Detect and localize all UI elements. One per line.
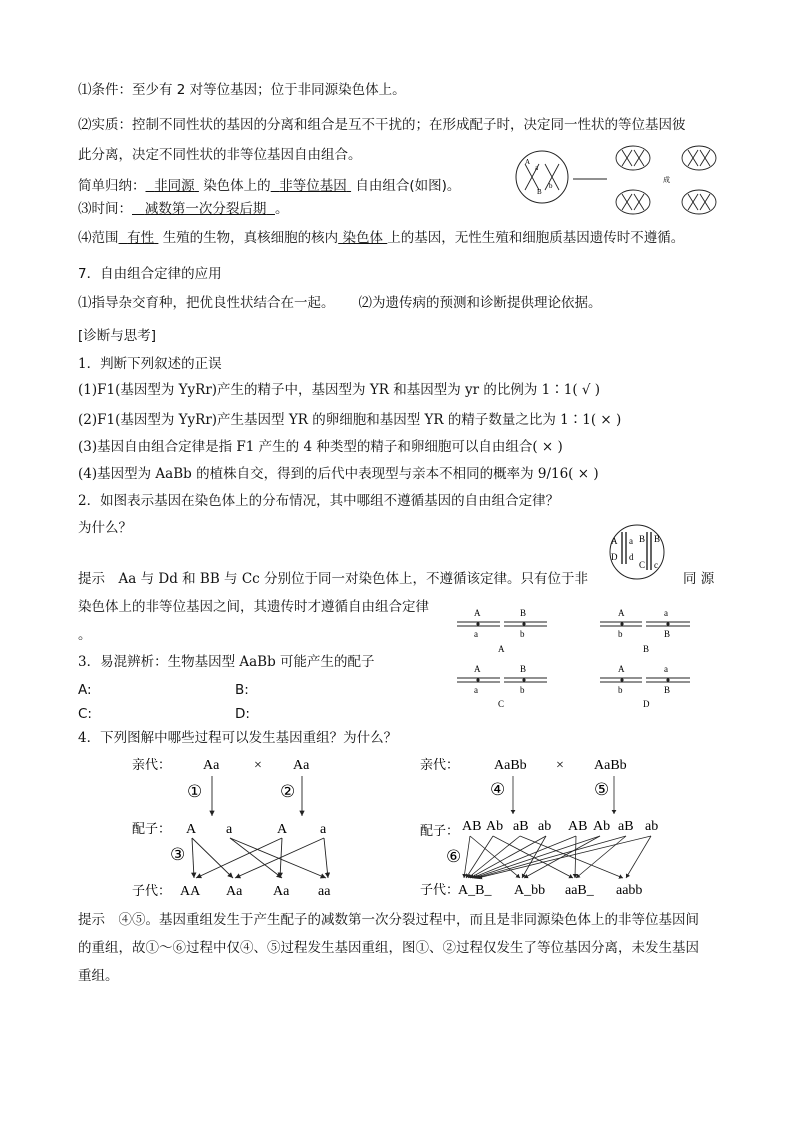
right-gamete-2: Ab bbox=[486, 819, 504, 834]
right-parent-2: AaBb bbox=[594, 758, 627, 773]
cell-allele-A: A bbox=[525, 158, 531, 166]
time-suffix: 。 bbox=[274, 201, 289, 217]
chromo-allele-a: a bbox=[629, 536, 633, 546]
q2-hint-line-1-end: 同 源 bbox=[683, 571, 715, 587]
right-gamete-3: aB bbox=[513, 819, 529, 834]
left-offspring-3: Aa bbox=[273, 884, 290, 899]
step-2: ② bbox=[280, 782, 296, 801]
panel-C-bottom-1: a bbox=[474, 685, 478, 695]
gamete-panel-B bbox=[600, 608, 690, 654]
q1-item-1: (1)F1(基因型为 YyRr)产生的精子中，基因型为 YR 和基因型为 yr 的比例为 1∶1( √ ) bbox=[78, 382, 601, 398]
cell-allele-a: a bbox=[535, 164, 539, 172]
right-parent-1: AaBb bbox=[494, 758, 527, 773]
chromosome-cell-diagram bbox=[603, 522, 675, 582]
q4-hint-line-1: 提示 ④⑤。基因重组发生于产生配子的减数第一次分裂过程中，而且是非同源染色体上的非等位基因间 bbox=[78, 912, 699, 928]
q3-option-b: B: bbox=[235, 682, 249, 698]
cell-allele-B: B bbox=[537, 188, 542, 196]
chromo-allele-C: C bbox=[639, 560, 646, 570]
right-gamete-5: AB bbox=[568, 819, 588, 834]
q2-title: 2．如图表示基因在染色体上的分布情况，其中哪组不遵循基因的自由组合定律？ bbox=[78, 493, 560, 509]
left-offspring-label: 子代： bbox=[132, 883, 172, 898]
panel-B-top-1: A bbox=[618, 608, 625, 618]
condition-line: ⑴条件：至少有 2 对等位基因；位于非同源染色体上。 bbox=[78, 82, 406, 98]
panel-D-top-1: A bbox=[618, 664, 625, 674]
panel-A-bottom-2: b bbox=[520, 629, 525, 639]
q4-title: 4．下列图解中哪些过程可以发生基因重组？为什么？ bbox=[78, 730, 398, 746]
parent-cell bbox=[516, 151, 568, 203]
gamete-panel-C bbox=[457, 664, 547, 709]
q4-hint-line-3: 重组。 bbox=[78, 968, 119, 984]
q3-option-d: D: bbox=[235, 706, 250, 722]
section7-title: 7．自由组合定律的应用 bbox=[78, 266, 222, 282]
cell-allele-b: b bbox=[549, 182, 553, 190]
left-cross-symbol: × bbox=[254, 758, 262, 773]
right-offspring-2: A_bb bbox=[514, 883, 546, 898]
monohybrid-cross-diagram bbox=[130, 752, 360, 902]
free-combination-diagram bbox=[515, 142, 730, 222]
arrow-label: 成 bbox=[663, 176, 670, 184]
panel-D-bottom-1: b bbox=[618, 685, 623, 695]
left-gamete-label: 配子： bbox=[132, 821, 172, 836]
gamete-panel-D bbox=[600, 664, 690, 709]
scope-text-1: 生殖的生物，真核细胞的核内 bbox=[162, 230, 339, 246]
step-1: ① bbox=[187, 782, 203, 801]
left-offspring-1: AA bbox=[180, 884, 201, 899]
scope-text-2: 上的基因，无性生殖和细胞质基因遗传时不遵循。 bbox=[387, 230, 685, 246]
left-gamete-1: A bbox=[186, 822, 197, 837]
left-gamete-3: A bbox=[277, 822, 288, 837]
chromo-allele-D: D bbox=[611, 552, 618, 562]
application-1: ⑴指导杂交育种，把优良性状结合在一起。 bbox=[78, 295, 335, 311]
right-offspring-4: aabb bbox=[616, 883, 643, 898]
summary-line bbox=[78, 177, 460, 195]
q1-item-2: (2)F1(基因型为 YyRr)产生基因型 YR 的卵细胞和基因型 YR 的精子数量之比为 1∶1( × ) bbox=[78, 412, 622, 428]
left-gamete-4: a bbox=[320, 822, 327, 837]
scope-blank-1: 有性 bbox=[127, 230, 155, 246]
q4-hint-line-2: 的重组，故①～⑥过程中仅④、⑤过程发生基因重组，图①、②过程仅发生了等位基因分离，未发生基因 bbox=[78, 940, 699, 956]
panel-C-bottom-2: b bbox=[520, 685, 525, 695]
time-blank: 减数第一次分裂后期 bbox=[144, 201, 267, 217]
scope-blank-2: 染色体 bbox=[342, 230, 383, 246]
application-2: ⑵为遗传病的预测和诊断提供理论依据。 bbox=[358, 295, 602, 311]
left-parent-1: Aa bbox=[203, 758, 220, 773]
essence-line-2: 此分离，决定不同性状的非等位基因自由组合。 bbox=[78, 147, 362, 163]
time-prefix: ⑶时间： bbox=[78, 201, 132, 217]
panel-C-label: C bbox=[498, 699, 505, 709]
panel-B-label: B bbox=[643, 644, 650, 654]
dihybrid-cross-diagram bbox=[418, 752, 688, 902]
panel-A-bottom-1: a bbox=[474, 629, 478, 639]
panel-D-top-2: a bbox=[664, 664, 668, 674]
right-offspring-label: 子代： bbox=[420, 882, 460, 897]
panel-D-label: D bbox=[643, 699, 650, 709]
gamete-figures bbox=[452, 604, 697, 714]
q3-option-a: A: bbox=[78, 682, 92, 698]
time-line bbox=[78, 200, 288, 218]
panel-A-top-2: B bbox=[520, 608, 527, 618]
q1-title: 1．判断下列叙述的正误 bbox=[78, 356, 222, 372]
chromo-allele-B-left: B bbox=[639, 534, 646, 544]
summary-text-1: 染色体上的 bbox=[203, 178, 271, 194]
q1-item-4: (4)基因型为 AaBb 的植株自交，得到的后代中表现型与亲本不相同的概率为 9/16( × ) bbox=[78, 466, 599, 482]
left-offspring-4: aa bbox=[318, 884, 331, 899]
chromo-allele-A: A bbox=[611, 536, 618, 546]
step-4: ④ bbox=[490, 780, 506, 799]
left-offspring-2: Aa bbox=[226, 884, 243, 899]
essence-line-1: ⑵实质：控制不同性状的基因的分离和组合是互不干扰的；在形成配子时，决定同一性状的等位基因彼 bbox=[78, 117, 686, 133]
q2-hint-line-2: 染色体上的非等位基因之间，其遗传时才遵循自由组合定律 bbox=[78, 599, 429, 615]
scope-prefix: ⑷范围 bbox=[78, 230, 119, 246]
panel-C-top-1: A bbox=[474, 664, 481, 674]
left-gamete-2: a bbox=[226, 822, 233, 837]
panel-C-top-2: B bbox=[520, 664, 527, 674]
chromo-allele-B-right: B bbox=[654, 534, 661, 544]
right-cross-symbol: × bbox=[556, 758, 564, 773]
scope-line bbox=[78, 229, 684, 247]
right-gamete-8: ab bbox=[645, 819, 659, 834]
left-parent-2: Aa bbox=[293, 758, 310, 773]
right-gamete-6: Ab bbox=[593, 819, 611, 834]
q3-title: 3．易混辨析：生物基因型 AaBb 可能产生的配子 bbox=[78, 654, 375, 670]
right-offspring-1: A_B_ bbox=[458, 883, 492, 898]
panel-B-top-2: a bbox=[664, 608, 668, 618]
right-offspring-3: aaB_ bbox=[565, 883, 594, 898]
summary-prefix: 简单归纳： bbox=[78, 178, 146, 194]
q2-hint-line-1: 提示 Aa 与 Dd 和 BB 与 Cc 分别位于同一对染色体上，不遵循该定律。只有位于非 bbox=[78, 571, 589, 587]
right-gamete-1: AB bbox=[462, 819, 482, 834]
panel-A-top-1: A bbox=[474, 608, 481, 618]
q2-hint-line-3: 。 bbox=[78, 627, 92, 643]
summary-text-2: 自由组合(如图)。 bbox=[355, 178, 461, 194]
right-gamete-4: ab bbox=[538, 819, 552, 834]
left-parent-label: 亲代： bbox=[132, 757, 172, 772]
panel-B-bottom-1: b bbox=[618, 629, 623, 639]
chromo-allele-d: d bbox=[629, 552, 634, 562]
panel-A-label: A bbox=[498, 644, 505, 654]
q1-item-3: (3)基因自由组合定律是指 F1 产生的 4 种类型的精子和卵细胞可以自由组合( × ) bbox=[78, 439, 563, 455]
right-parent-label: 亲代： bbox=[420, 757, 460, 772]
summary-blank-2: 非等位基因 bbox=[279, 178, 347, 194]
right-gamete-7: aB bbox=[618, 819, 634, 834]
step-6: ⑥ bbox=[446, 847, 462, 866]
panel-B-bottom-2: B bbox=[664, 629, 671, 639]
chromo-allele-c: c bbox=[654, 560, 658, 570]
q3-option-c: C: bbox=[78, 706, 92, 722]
step-3: ③ bbox=[170, 845, 186, 864]
summary-blank-1: 非同源 bbox=[154, 178, 195, 194]
step-5: ⑤ bbox=[594, 780, 610, 799]
q2-why: 为什么？ bbox=[78, 520, 132, 536]
gamete-panel-A bbox=[457, 608, 547, 654]
applications-line bbox=[78, 294, 602, 312]
right-gamete-label: 配子： bbox=[420, 823, 460, 838]
diagnosis-header: [诊断与思考] bbox=[78, 328, 157, 344]
panel-D-bottom-2: B bbox=[664, 685, 671, 695]
left-cross-arrows bbox=[192, 776, 328, 878]
